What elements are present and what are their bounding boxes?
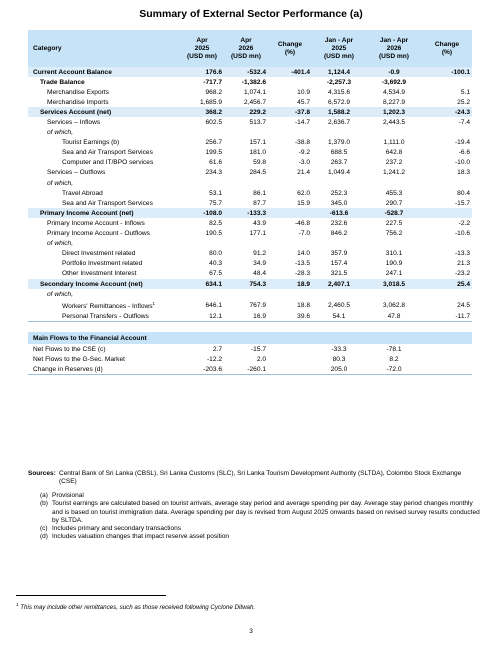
column-header: Apr 2026 (USD mn) <box>224 30 268 67</box>
cell-value: -37.8 <box>268 107 312 117</box>
row-label: Direct Investment related <box>62 250 136 258</box>
table-row <box>28 365 472 375</box>
row-label: Personal Transfers - Outflows <box>28 311 180 321</box>
cell-value <box>268 208 312 218</box>
cell-value: 263.7 <box>330 159 348 167</box>
cell-value: 8,227.9 <box>383 98 405 106</box>
table-row <box>28 188 472 198</box>
cell-value: -6.6 <box>458 149 470 157</box>
cell-value: 2.7 <box>212 345 222 353</box>
cell-value <box>224 289 268 299</box>
external-sector-table <box>28 30 472 375</box>
cell-value: -528.7 <box>366 208 422 218</box>
table-row <box>28 87 472 97</box>
cell-value: -260.1 <box>224 365 268 375</box>
row-label: Net Flows to the CSE (c) <box>33 345 106 353</box>
table-row <box>28 249 472 259</box>
table-row <box>28 97 472 107</box>
cell-value <box>366 289 422 299</box>
table-row <box>28 178 472 188</box>
table-row <box>28 208 472 218</box>
cell-value <box>312 178 366 188</box>
cell-value <box>422 289 472 299</box>
row-label: Change in Reserves (d) <box>28 365 180 375</box>
table-row <box>28 158 472 168</box>
cell-value: 15.9 <box>297 199 310 207</box>
table-row <box>28 67 472 77</box>
cell-value: 1,379.0 <box>328 139 350 147</box>
cell-value <box>224 128 268 138</box>
cell-value: 756.2 <box>385 230 403 238</box>
footnote-text: This may include other remittances, such as those received following Cyclone Ditwah. <box>20 604 256 612</box>
cell-value: 45.7 <box>297 98 310 106</box>
table-body <box>28 67 472 375</box>
row-label: Other Investment Interest <box>62 270 137 278</box>
column-header: Category <box>28 30 180 67</box>
cell-value: 48.4 <box>253 270 266 278</box>
cell-value <box>180 289 224 299</box>
row-label: Workers' Remittances - Inflows$^1$ <box>62 301 156 311</box>
cell-value: -133.3 <box>224 208 268 218</box>
row-label: Sea and Air Transport Services <box>62 199 153 207</box>
cell-value <box>268 289 312 299</box>
cell-value: -2.2 <box>458 219 470 227</box>
cell-value: 234.3 <box>205 169 222 177</box>
cell-value <box>312 289 366 299</box>
row-label: Secondary Income Account (net) <box>28 279 180 289</box>
cell-value: 2,443.5 <box>383 119 405 127</box>
cell-value: -28.3 <box>294 270 310 278</box>
cell-value: -46.8 <box>294 219 310 227</box>
cell-value: -532.4 <box>224 67 268 77</box>
cell-value: 4,534.9 <box>383 88 405 96</box>
cell-value: -1,382.6 <box>241 78 266 86</box>
cell-value: -78.1 <box>386 345 402 353</box>
note-item: (a) Provisional <box>40 492 84 499</box>
cell-value: -717.7 <box>203 78 222 86</box>
cell-value: 290.7 <box>385 199 403 207</box>
sources-block <box>28 470 480 487</box>
cell-value: 62.0 <box>297 189 310 197</box>
table-row <box>28 311 472 321</box>
cell-value: 6,572.9 <box>328 98 350 106</box>
cell-value: 59.8 <box>253 159 266 167</box>
cell-value <box>224 178 268 188</box>
cell-value: 91.2 <box>253 250 266 258</box>
cell-value <box>422 355 472 365</box>
table-row <box>28 198 472 208</box>
cell-value: 205.0 <box>312 365 366 375</box>
cell-value: 16.9 <box>224 311 268 321</box>
column-header: Change (%) <box>268 30 312 67</box>
cell-value: 40.3 <box>209 260 222 268</box>
cell-value <box>180 178 224 188</box>
cell-value <box>268 239 312 249</box>
cell-value: -13.5 <box>294 260 310 268</box>
cell-value <box>366 128 422 138</box>
cell-value: -613.6 <box>312 208 366 218</box>
cell-value: 1,074.1 <box>244 88 266 96</box>
table-row <box>28 77 472 87</box>
cell-value: 86.1 <box>253 189 266 197</box>
cell-value: 754.3 <box>224 279 268 289</box>
cell-value <box>422 77 472 87</box>
notes-list <box>40 492 482 542</box>
cell-value: 1,049.4 <box>328 169 350 177</box>
cell-value: 2,456.7 <box>244 98 266 106</box>
cell-value: 75.7 <box>209 199 222 207</box>
cell-value: 80.0 <box>209 250 222 258</box>
cell-value: 767.9 <box>249 301 266 309</box>
cell-value: 190.5 <box>205 230 222 238</box>
cell-value: -38.8 <box>294 139 310 147</box>
table-row <box>28 218 472 228</box>
table-row <box>28 344 472 354</box>
cell-value: 61.6 <box>209 159 222 167</box>
cell-value <box>268 77 312 87</box>
cell-value: 284.5 <box>249 169 266 177</box>
sources-label: Sources: <box>28 470 56 477</box>
cell-value: 47.8 <box>366 311 422 321</box>
cell-value: 455.3 <box>385 189 403 197</box>
column-header: Apr 2025 (USD mn) <box>180 30 224 67</box>
row-label: of which, <box>47 240 74 248</box>
cell-value: 87.7 <box>253 199 266 207</box>
row-label: Sea and Air Transport Services <box>62 149 153 157</box>
row-label: Net Flows to the G-Sec. Market <box>33 356 125 364</box>
row-label: Tourist Earnings (b) <box>62 139 120 147</box>
cell-value <box>366 178 422 188</box>
cell-value: 80.4 <box>457 189 470 197</box>
cell-value: 21.4 <box>297 169 310 177</box>
cell-value: 1,124.4 <box>312 67 366 77</box>
cell-value: 24.5 <box>457 301 470 309</box>
cell-value: 2.0 <box>256 356 266 364</box>
cell-value: 256.7 <box>205 139 222 147</box>
cell-value: 176.6 <box>180 67 224 77</box>
table-row <box>28 117 472 127</box>
cell-value: 25.4 <box>422 279 472 289</box>
cell-value: -13.3 <box>454 250 470 258</box>
cell-value: 12.1 <box>180 311 224 321</box>
cell-value: -15.7 <box>454 199 470 207</box>
cell-value: -10.0 <box>454 159 470 167</box>
cell-value: -24.3 <box>422 107 472 117</box>
table-row <box>28 239 472 249</box>
cell-value <box>422 178 472 188</box>
cell-value: 968.2 <box>205 88 222 96</box>
cell-value: -401.4 <box>268 67 312 77</box>
table-row <box>28 355 472 365</box>
table-row <box>28 279 472 289</box>
footnote-mark: 1 <box>16 602 19 607</box>
cell-value: 5.1 <box>460 88 470 96</box>
cell-value: 10.9 <box>297 88 310 96</box>
sources-text: Central Bank of Sri Lanka (CBSL), Sri Lanka Customs (SLC), Sri Lanka Tourism Development Authority (SLTDA), Colombo Stock Exchange (CSE) <box>59 470 462 486</box>
cell-value <box>268 365 312 375</box>
cell-value <box>312 128 366 138</box>
cell-value: -23.2 <box>454 270 470 278</box>
cell-value: 25.2 <box>457 98 470 106</box>
cell-value: -72.0 <box>366 365 422 375</box>
cell-value: 67.5 <box>209 270 222 278</box>
cell-value: 4,315.6 <box>328 88 350 96</box>
cell-value: -108.0 <box>180 208 224 218</box>
row-label: Merchandise Exports <box>47 88 109 96</box>
cell-value <box>180 128 224 138</box>
table-row <box>28 138 472 148</box>
cell-value: 80.3 <box>332 356 346 364</box>
cell-value: 513.7 <box>249 119 266 127</box>
cell-value: 18.3 <box>457 169 470 177</box>
row-label: of which, <box>47 290 74 298</box>
table-row <box>28 269 472 279</box>
row-label: Services – Outflows <box>47 169 106 177</box>
table-row <box>28 107 472 117</box>
cell-value: 321.5 <box>330 270 348 278</box>
cell-value: 1,202.3 <box>366 107 422 117</box>
cell-value: 846.2 <box>330 230 348 238</box>
cell-value: -10.6 <box>454 230 470 238</box>
table-header-row <box>28 30 472 67</box>
cell-value: 181.0 <box>249 149 266 157</box>
note-item: (c) Includes primary and secondary transactions <box>40 525 181 533</box>
note-item: (b) Tourist earnings are calculated based on tourist arrivals, average stay period and average spending per day. Average stay period changes monthly and is based on tourist immigration data. Average spending per day is revised from August 2025 onwards based on revised survey results conducted by SLTDA. <box>40 500 480 524</box>
cell-value: 18.8 <box>297 301 310 309</box>
table-row <box>28 148 472 158</box>
table-row <box>28 168 472 178</box>
cell-value: -203.6 <box>180 365 224 375</box>
cell-value <box>268 128 312 138</box>
cell-value: 345.0 <box>330 199 348 207</box>
cell-value <box>268 355 312 365</box>
table-row <box>28 229 472 239</box>
cell-value: 14.0 <box>297 250 310 258</box>
cell-value <box>224 239 268 249</box>
row-label: Travel Abroad <box>62 189 103 197</box>
cell-value: 43.9 <box>253 219 266 227</box>
cell-value <box>422 344 472 354</box>
cell-value: 199.5 <box>205 149 222 157</box>
cell-value <box>312 239 366 249</box>
cell-value: 39.6 <box>268 311 312 321</box>
cell-value <box>422 239 472 249</box>
cell-value <box>180 239 224 249</box>
cell-value: 1,241.2 <box>383 169 405 177</box>
note-item: (d) Includes valuation changes that impact reserve asset position <box>40 533 230 541</box>
cell-value: 34.9 <box>253 260 266 268</box>
row-label: Computer and IT/BPO services <box>62 159 154 167</box>
page-title: Summary of External Sector Performance (a) <box>139 8 363 20</box>
cell-value: -7.0 <box>298 230 310 238</box>
cell-value: -11.7 <box>422 311 472 321</box>
cell-value <box>366 239 422 249</box>
cell-value: -12.2 <box>206 356 222 364</box>
cell-value: 2,407.1 <box>312 279 366 289</box>
cell-value: -3.0 <box>298 159 310 167</box>
cell-value: 2,636.7 <box>328 119 350 127</box>
cell-value: -2,257.3 <box>326 78 352 86</box>
footnote-divider <box>16 595 166 596</box>
cell-value: 252.3 <box>330 189 348 197</box>
cell-value <box>422 208 472 218</box>
cell-value: 18.9 <box>268 279 312 289</box>
table-row <box>28 259 472 269</box>
cell-value: 357.9 <box>330 250 348 258</box>
cell-value <box>422 128 472 138</box>
row-label: Trade Balance <box>40 78 85 86</box>
row-label: Services – Inflows <box>47 119 101 127</box>
cell-value: 642.8 <box>385 149 403 157</box>
table-row <box>28 289 472 299</box>
cell-value <box>422 365 472 375</box>
cell-value: 232.6 <box>330 219 348 227</box>
row-label: Merchandise Imports <box>47 98 109 106</box>
cell-value: 646.1 <box>205 301 222 309</box>
cell-value: 688.5 <box>330 149 348 157</box>
cell-value: 3,062.8 <box>383 301 405 309</box>
cell-value: 602.5 <box>205 119 222 127</box>
cell-value: -0.9 <box>366 67 422 77</box>
cell-value: 2,460.5 <box>328 301 350 309</box>
cell-value: -9.2 <box>298 149 310 157</box>
cell-value: -33.3 <box>331 345 347 353</box>
cell-value: 177.1 <box>249 230 266 238</box>
cell-value: 1,588.2 <box>312 107 366 117</box>
cell-value: 229.2 <box>224 107 268 117</box>
cell-value: 1,111.0 <box>383 139 405 147</box>
table-row <box>28 299 472 311</box>
cell-value: 157.1 <box>249 139 266 147</box>
cell-value: 190.9 <box>385 260 403 268</box>
row-label: Services Account (net) <box>28 107 180 117</box>
cell-value: 247.1 <box>385 270 403 278</box>
row-label: Current Account Balance <box>28 67 180 77</box>
cell-value <box>268 344 312 354</box>
cell-value: 21.3 <box>457 260 470 268</box>
cell-value <box>268 178 312 188</box>
cell-value: -19.4 <box>454 139 470 147</box>
section-title: Main Flows to the Financial Account <box>28 332 472 344</box>
cell-value: 53.1 <box>209 189 222 197</box>
row-label: Primary Income Account (net) <box>28 208 180 218</box>
cell-value: 54.1 <box>312 311 366 321</box>
cell-value: -14.7 <box>294 119 310 127</box>
row-label: Primary Income Account - Inflows <box>47 219 145 227</box>
row-label: Portfolio Investment related <box>62 260 143 268</box>
row-label: of which, <box>47 129 74 137</box>
cell-value: 237.2 <box>385 159 403 167</box>
cell-value: -15.7 <box>250 345 266 353</box>
cell-value: 227.5 <box>385 219 403 227</box>
row-label: of which, <box>47 179 74 187</box>
cell-value: -100.1 <box>422 67 472 77</box>
cell-value: -7.4 <box>458 119 470 127</box>
cell-value: 310.1 <box>385 250 403 258</box>
cell-value: 3,018.5 <box>366 279 422 289</box>
cell-value: 634.1 <box>180 279 224 289</box>
cell-value: 82.5 <box>209 219 222 227</box>
column-header: Jan - Apr 2025 (USD mn) <box>312 30 366 67</box>
column-header: Jan - Apr 2026 (USD mn) <box>366 30 422 67</box>
cell-value: 157.4 <box>330 260 348 268</box>
cell-value: 368.2 <box>180 107 224 117</box>
table-row <box>28 128 472 138</box>
column-header: Change (%) <box>422 30 472 67</box>
row-label: Primary Income Account - Outflows <box>47 230 150 238</box>
section-header-row <box>28 332 472 344</box>
page-number: 3 <box>249 628 253 635</box>
footnote <box>16 602 255 611</box>
cell-value: 1,685.9 <box>200 98 222 106</box>
cell-value: 8.2 <box>389 356 399 364</box>
cell-value: -3,692.9 <box>381 78 407 86</box>
